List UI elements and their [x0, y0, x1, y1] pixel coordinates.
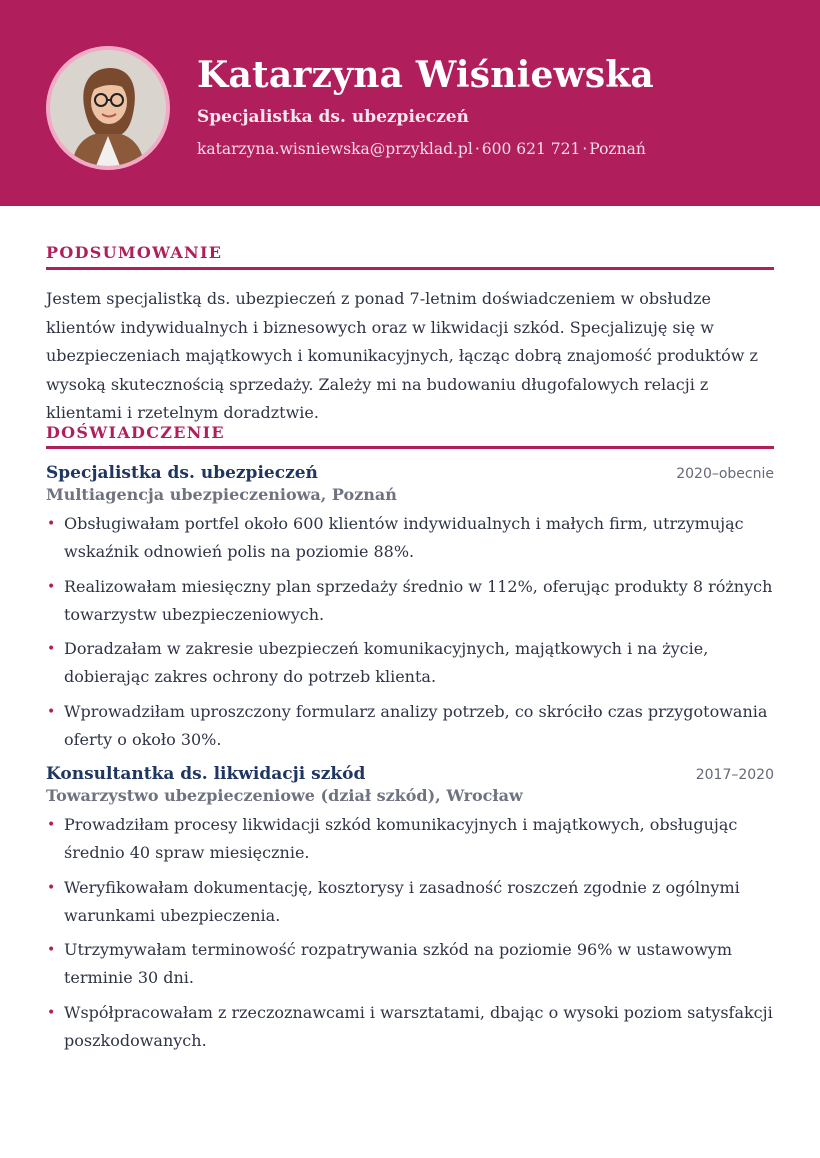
section-title-summary: PODSUMOWANIE: [46, 243, 223, 262]
bullet-icon: •: [47, 942, 56, 958]
job-company: Towarzystwo ubezpieczeniowe (dział szkód), Wrocław: [46, 786, 523, 805]
candidate-role: Specjalistka ds. ubezpieczeń: [197, 107, 469, 127]
job-company: Multiagencja ubezpieczeniowa, Poznań: [46, 485, 397, 504]
job-title: Konsultantka ds. likwidacji szkód: [46, 764, 366, 784]
bullet-text: Prowadziłam procesy likwidacji szkód komunikacyjnych i majątkowych, obsługując średnio 40 spraw miesięcznie.: [64, 815, 738, 862]
bullet-text: Weryfikowałam dokumentację, kosztorysy i zasadność roszczeń zgodnie z ogólnymi warunkami ubezpieczenia.: [64, 877, 740, 925]
contact-phone: 600 621 721: [481, 140, 581, 158]
bullet-text: Utrzymywałam terminowość rozpatrywania szkód na poziomie 96% w ustawowym terminie 30 dni.: [64, 940, 732, 987]
bullet-text: Doradzałam w zakresie ubezpieczeń komunikacyjnych, majątkowych i na życie, dobierając zakres ochrony do potrzeb klienta.: [64, 639, 709, 686]
bullet-icon: •: [47, 641, 56, 657]
job-bullet: [46, 635, 774, 691]
profile-photo: [46, 46, 170, 170]
job-bullet: [46, 811, 774, 867]
bullet-icon: •: [47, 879, 56, 896]
bullet-text: Współpracowałam z rzeczoznawcami i warsztatami, dbając o wysoki poziom satysfakcji poszkodowanych.: [64, 1002, 773, 1050]
job-bullet: [46, 698, 774, 754]
contact-line: [197, 140, 646, 158]
bullet-text: Obsługiwałam portfel około 600 klientów indywidualnych i małych firm, utrzymując wskaźnik odnowień polis na poziomie 88%.: [64, 514, 744, 561]
job-entry: [46, 764, 774, 1061]
bullet-icon: •: [47, 1004, 56, 1021]
job-bullet: [46, 999, 774, 1055]
contact-email: katarzyna.wisniewska@przyklad.pl: [197, 140, 473, 158]
portrait-image: [50, 50, 166, 166]
section-divider: [46, 446, 774, 449]
bullet-text: Wprowadziłam uproszczony formularz analizy potrzeb, co skróciło czas przygotowania oferty o około 30%.: [64, 701, 768, 749]
job-bullet: [46, 573, 774, 629]
bullet-icon: •: [47, 703, 56, 720]
bullet-icon: •: [47, 817, 56, 833]
section-title-experience: DOŚWIADCZENIE: [46, 423, 225, 442]
contact-city: Poznań: [589, 140, 646, 158]
bullet-icon: •: [47, 516, 56, 532]
candidate-name: Katarzyna Wiśniewska: [197, 54, 654, 96]
job-entry: [46, 463, 774, 760]
contact-separator: ·: [582, 140, 588, 158]
summary-paragraph: Jestem specjalistką ds. ubezpieczeń z ponad 7-letnim doświadczeniem w obsłudze klientów indywidualnych i biznesowych oraz w likwidacji szkód. Specjalizuję się w ubezpieczeniach majątkowych i komunikacyjnych, łącząc dobrą znajomość produktów z wysoką skutecznością sprzedaży. Zależy mi na budowaniu długofalowych relacji z klientami i rzetelnym doradztwie.: [46, 289, 758, 422]
contact-separator: ·: [474, 140, 480, 158]
job-bullet: [46, 510, 774, 566]
bullet-icon: •: [47, 578, 56, 595]
job-bullet: [46, 936, 774, 992]
section-divider: [46, 267, 774, 270]
job-title: Specjalistka ds. ubezpieczeń: [46, 463, 318, 483]
job-bullets: [46, 510, 774, 754]
job-dates: 2020–obecnie: [676, 466, 774, 482]
job-bullets: [46, 811, 774, 1055]
job-dates: 2017–2020: [695, 767, 774, 783]
bullet-text: Realizowałam miesięczny plan sprzedaży średnio w 112%, oferując produkty 8 różnych towarzystw ubezpieczeniowych.: [64, 576, 773, 624]
job-bullet: [46, 874, 774, 930]
header-banner: [0, 0, 820, 206]
